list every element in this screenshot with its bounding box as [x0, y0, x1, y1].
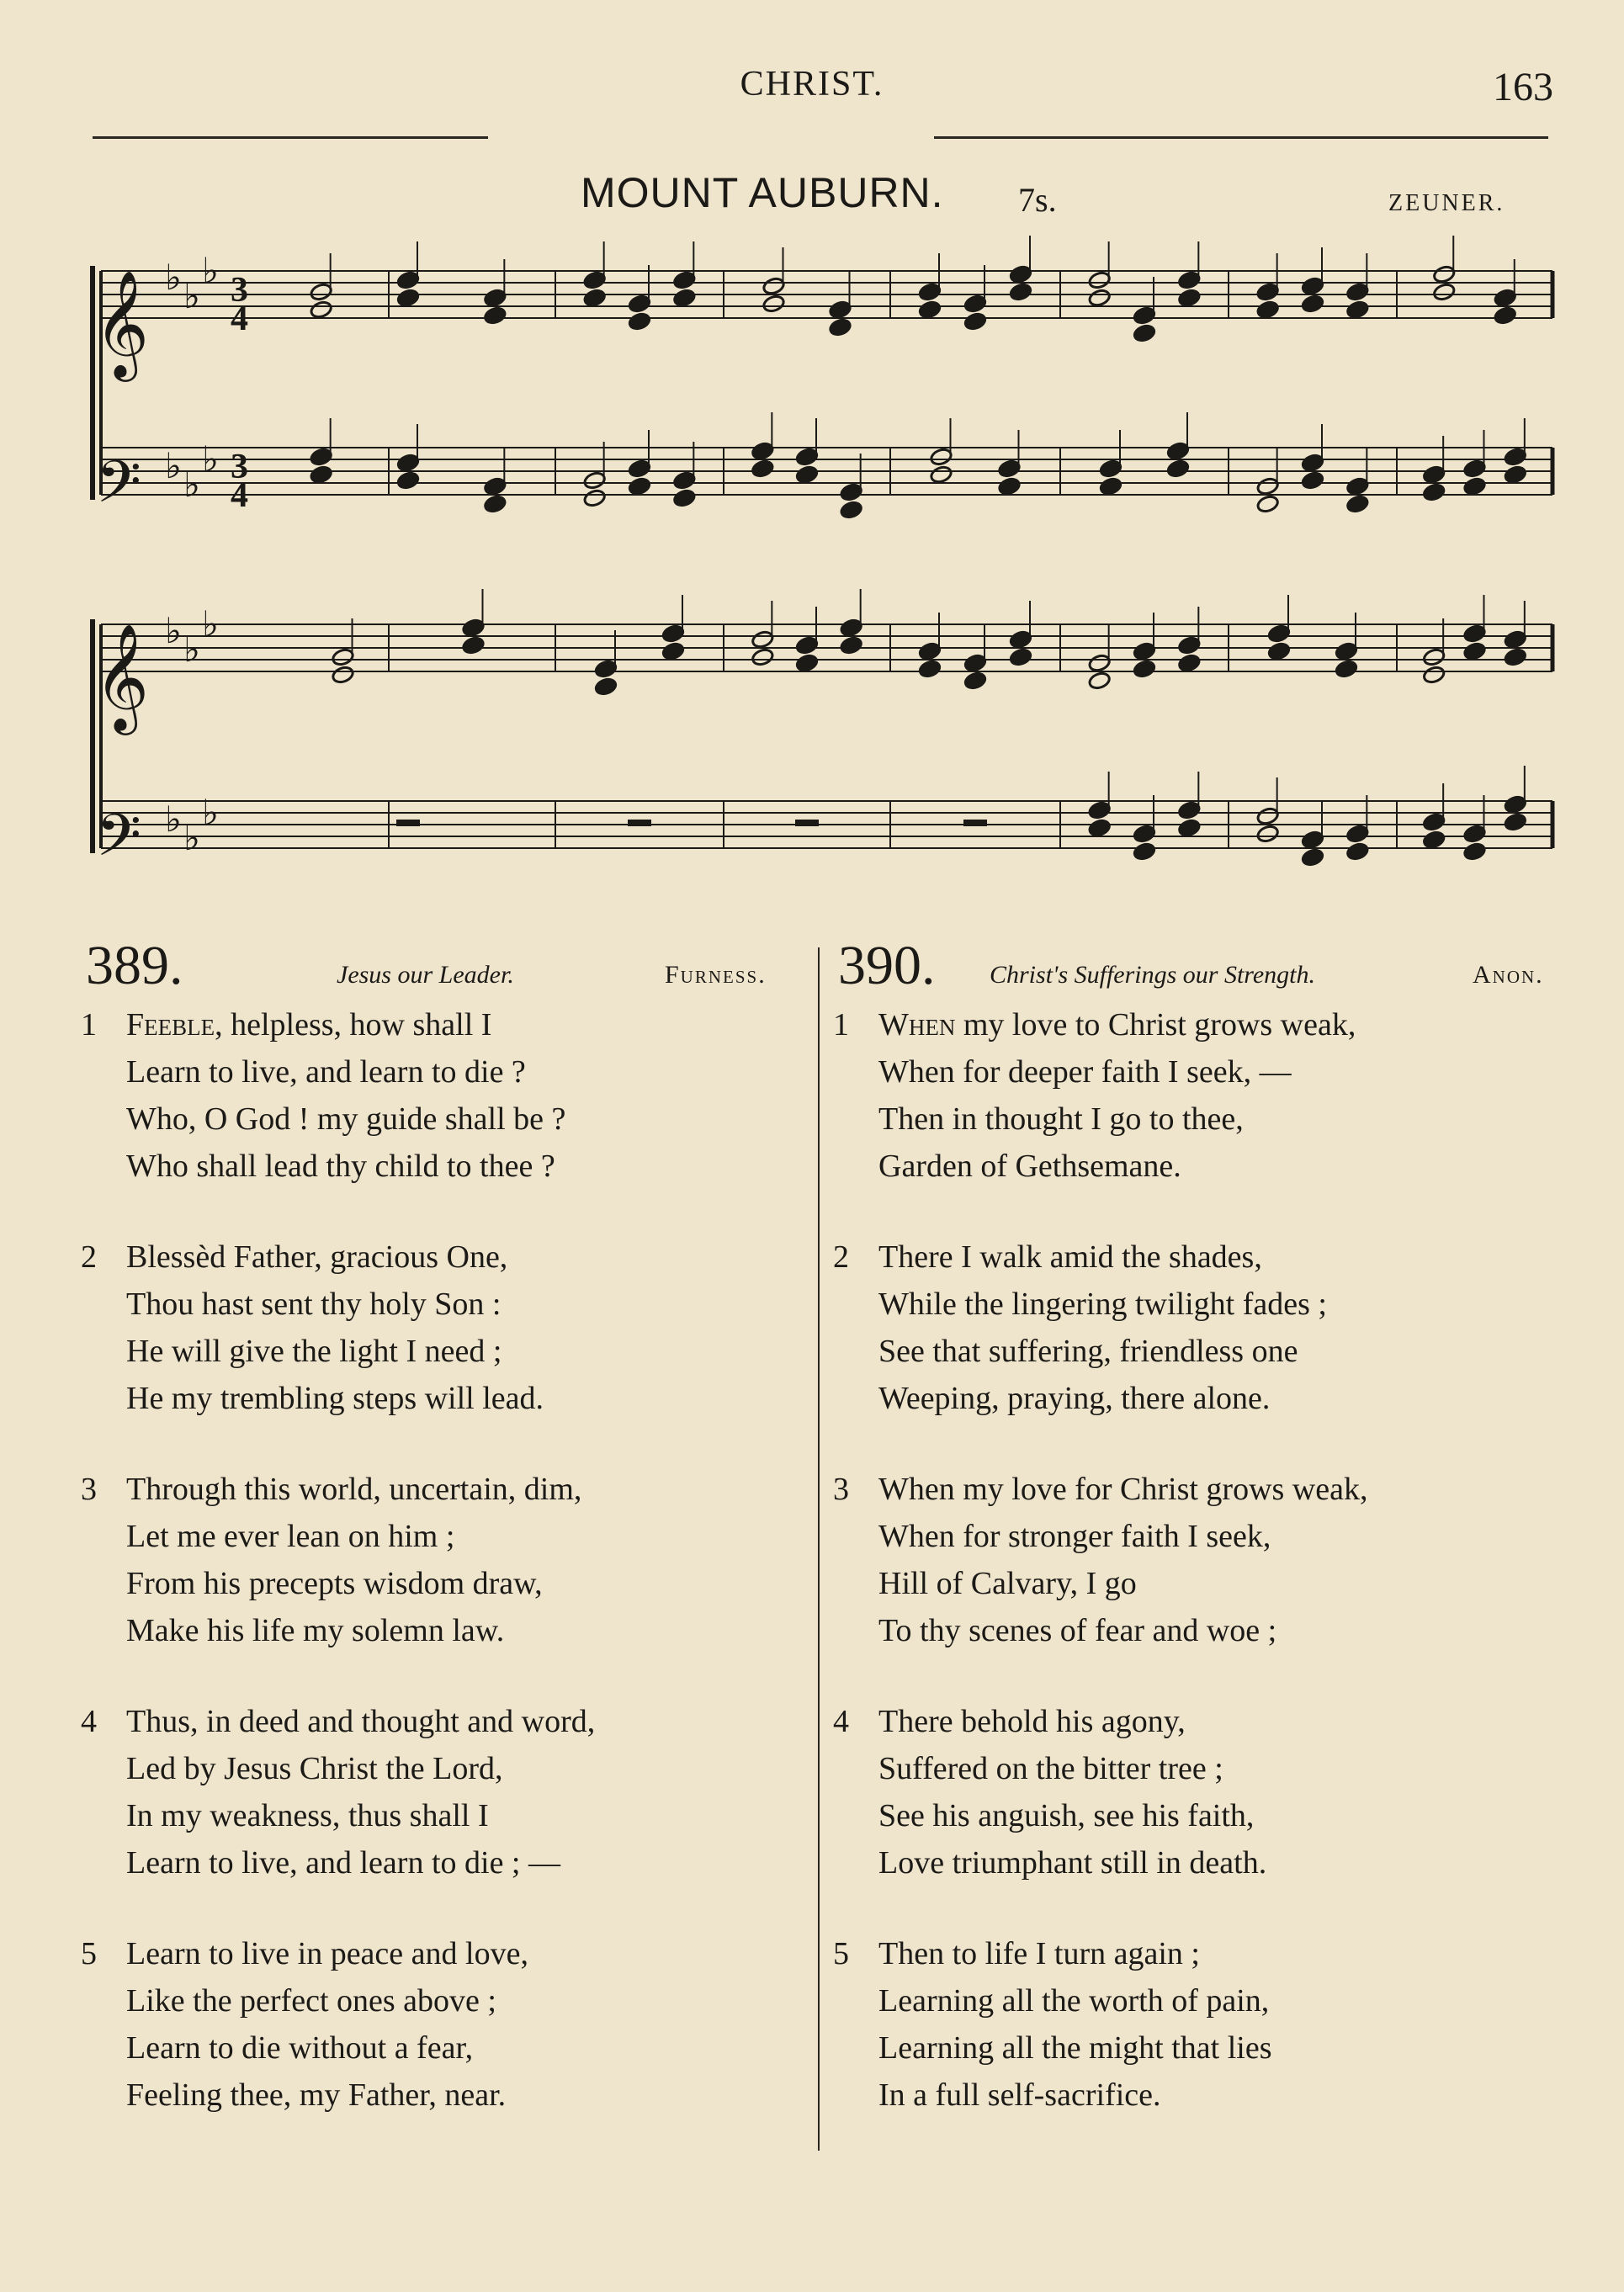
verse-line	[81, 1466, 804, 1513]
note-head	[1256, 300, 1280, 319]
verse-line	[833, 1281, 1557, 1328]
stanza-number: 1	[81, 1007, 97, 1043]
note-head	[1462, 841, 1486, 861]
note-head	[594, 659, 618, 678]
note-head	[1301, 830, 1324, 849]
note-head	[1256, 282, 1280, 301]
note-head	[1422, 464, 1446, 484]
verse-text: Learn to live in peace and love,	[126, 1936, 528, 1971]
note-head	[1494, 305, 1517, 325]
note-head	[1462, 824, 1486, 843]
note-head	[762, 276, 785, 295]
verse-text: my love to Christ grows weak,	[963, 1007, 1356, 1043]
note-head	[1088, 288, 1112, 307]
verse-text: Let me ever lean on him ;	[126, 1519, 455, 1554]
note-head	[396, 470, 420, 490]
stanza	[833, 1001, 1557, 1190]
note-head	[1009, 282, 1032, 301]
stanza-number: 4	[81, 1704, 97, 1739]
verse-text: Like the perfect ones above ;	[126, 1983, 496, 2019]
flat-icon: ♭	[202, 438, 219, 480]
note-head	[1494, 288, 1517, 307]
verse-text: In my weakness, thus shall I	[126, 1798, 489, 1833]
note-head	[1133, 841, 1156, 861]
verse-line	[81, 1375, 804, 1422]
running-title: CHRIST.	[740, 65, 884, 103]
hymn-389	[81, 934, 804, 2119]
verse-text: See his anguish, see his faith,	[878, 1798, 1255, 1833]
flat-icon: ♭	[165, 610, 182, 651]
note-head	[583, 470, 607, 490]
note-head	[1345, 841, 1369, 861]
note-head	[672, 288, 696, 307]
verse-line	[81, 1281, 804, 1328]
note-head	[1345, 494, 1369, 513]
time-signature-top: 3	[231, 271, 248, 310]
stanza-number: 3	[81, 1472, 97, 1507]
stanza-list	[833, 1001, 1557, 2119]
verse-text: While the lingering twilight fades ;	[878, 1287, 1327, 1322]
note-head	[628, 476, 651, 496]
note-head	[1088, 671, 1112, 690]
note-head	[1177, 800, 1201, 820]
verse-text: Led by Jesus Christ the Lord,	[126, 1751, 503, 1786]
time-signature-top: 3	[231, 448, 248, 486]
note-head	[1099, 476, 1122, 496]
flat-icon: ♭	[183, 275, 200, 316]
verse-line	[81, 1607, 804, 1654]
verse-text: Who, O God ! my guide shall be ?	[126, 1101, 566, 1137]
stanza	[81, 1234, 804, 1422]
note-head	[795, 635, 819, 655]
verse-text: See that suffering, friendless one	[878, 1334, 1298, 1369]
verse-text: When for deeper faith I seek, —	[878, 1054, 1292, 1090]
note-head	[828, 300, 852, 319]
hymn-number: 390.	[838, 935, 936, 996]
note-head	[672, 470, 696, 490]
verse-line	[81, 1096, 804, 1143]
note-head	[310, 464, 333, 484]
verse-text: Feeling thee, my Father, near.	[126, 2077, 507, 2113]
note-head	[1177, 270, 1201, 289]
verse-text: Learn to live, and learn to die ?	[126, 1054, 526, 1090]
verse-line	[833, 1513, 1557, 1560]
verse-line	[833, 1328, 1557, 1375]
note-head	[918, 659, 942, 678]
note-head	[1133, 641, 1156, 661]
verse-line	[81, 1048, 804, 1096]
stanza-number: 4	[833, 1704, 849, 1739]
verse-line	[833, 1234, 1557, 1281]
flat-icon: ♭	[183, 464, 200, 505]
note-head	[461, 635, 485, 655]
note-head	[1166, 441, 1190, 460]
note-head	[331, 665, 354, 684]
verse-text: There behold his agony,	[878, 1704, 1186, 1739]
note-head	[1504, 812, 1527, 831]
note-head	[461, 618, 485, 637]
verse-line	[81, 1234, 804, 1281]
stanza	[81, 1466, 804, 1654]
note-head	[1177, 818, 1201, 837]
note-head	[1256, 806, 1280, 825]
tune-meter: 7s.	[1018, 181, 1057, 219]
note-head	[1088, 270, 1112, 289]
note-head	[1009, 647, 1032, 666]
verse-text: Learning all the worth of pain,	[878, 1983, 1270, 2019]
note-head	[840, 618, 863, 637]
note-head	[1088, 800, 1112, 820]
note-head	[1133, 824, 1156, 843]
verse-text: Then to life I turn again ;	[878, 1936, 1200, 1971]
stanza	[81, 1698, 804, 1886]
verse-text: Who shall lead thy child to thee ?	[126, 1149, 555, 1184]
running-head	[0, 59, 1624, 109]
note-head	[594, 676, 618, 696]
note-head	[1504, 447, 1527, 466]
note-head	[1099, 459, 1122, 478]
treble-clef-icon: 𝄞	[94, 269, 150, 377]
stanza	[833, 1930, 1557, 2119]
verse-line	[833, 1792, 1557, 1839]
note-head	[1267, 623, 1291, 643]
verse-line	[833, 1466, 1557, 1513]
stanza-list	[81, 1001, 804, 2119]
stanza	[81, 1001, 804, 1190]
note-head	[751, 629, 774, 649]
flat-icon: ♭	[165, 798, 182, 840]
note-head	[1166, 459, 1190, 478]
verse-line	[81, 2024, 804, 2072]
note-head	[929, 464, 953, 484]
verse-line	[81, 1839, 804, 1886]
verse-text: helpless, how shall I	[231, 1007, 492, 1043]
music-score	[84, 236, 1565, 892]
note-head	[396, 453, 420, 472]
note-head	[1422, 482, 1446, 501]
tune-heading	[0, 168, 1624, 227]
note-head	[1177, 635, 1201, 655]
verse-text: When my love for Christ grows weak,	[878, 1472, 1368, 1507]
system-2	[101, 589, 1552, 867]
verse-text: Learn to die without a fear,	[126, 2030, 474, 2066]
verse-text: He my trembling steps will lead.	[126, 1381, 544, 1416]
verse-text: Blessèd Father, gracious One,	[126, 1239, 508, 1275]
note-head	[1345, 824, 1369, 843]
note-head	[795, 464, 819, 484]
verse-line	[81, 1745, 804, 1792]
first-word: When	[878, 1007, 956, 1043]
note-head	[795, 653, 819, 672]
verse-text: Through this world, uncertain, dim,	[126, 1472, 582, 1507]
note-head	[583, 288, 607, 307]
verse-text: To thy scenes of fear and woe ;	[878, 1613, 1277, 1648]
verse-line	[833, 1143, 1557, 1190]
note-head	[1504, 794, 1527, 814]
note-head	[1422, 647, 1446, 666]
system-1	[101, 236, 1552, 520]
note-head	[1504, 647, 1527, 666]
note-head	[1335, 641, 1358, 661]
verse-line	[833, 1001, 1557, 1048]
verse-text: In a full self-sacrifice.	[878, 2077, 1161, 2113]
note-head	[963, 294, 987, 313]
stanza	[833, 1698, 1557, 1886]
note-head	[1177, 653, 1201, 672]
note-head	[672, 488, 696, 507]
verse-text: Hill of Calvary, I go	[878, 1566, 1137, 1601]
hymn-header	[833, 934, 1557, 1001]
verse-text: He will give the light I need ;	[126, 1334, 502, 1369]
rest-icon	[396, 820, 420, 826]
verse-text: Thou hast sent thy holy Son :	[126, 1287, 502, 1322]
note-head	[751, 459, 774, 478]
time-signature-bottom: 4	[231, 300, 248, 338]
note-head	[661, 641, 685, 661]
note-head	[1088, 818, 1112, 837]
rest-icon	[628, 820, 651, 826]
rest-icon	[963, 820, 987, 826]
note-head	[1422, 830, 1446, 849]
flat-icon: ♭	[202, 792, 219, 833]
note-head	[1133, 659, 1156, 678]
stanza-number: 5	[833, 1936, 849, 1971]
hymn-subtitle: Christ's Sufferings our Strength.	[990, 961, 1316, 989]
stanza	[833, 1466, 1557, 1654]
note-head	[628, 311, 651, 331]
note-head	[1009, 629, 1032, 649]
note-head	[1422, 665, 1446, 684]
stanza-number: 2	[833, 1239, 849, 1275]
note-head	[1177, 288, 1201, 307]
verse-line	[833, 1096, 1557, 1143]
note-head	[331, 647, 354, 666]
note-head	[1432, 282, 1456, 301]
note-head	[1088, 653, 1112, 672]
stanza	[81, 1930, 804, 2119]
stanza-number: 1	[833, 1007, 849, 1043]
verse-line	[833, 1560, 1557, 1607]
bass-clef-icon: 𝄢	[96, 448, 142, 530]
note-head	[310, 300, 333, 319]
hymn-header	[81, 934, 804, 1001]
verse-line	[81, 1513, 804, 1560]
note-head	[1462, 623, 1486, 643]
note-head	[1267, 641, 1291, 661]
note-head	[1301, 276, 1324, 295]
note-head	[1432, 264, 1456, 284]
hymn-subtitle: Jesus our Leader.	[337, 961, 514, 989]
note-head	[1462, 459, 1486, 478]
verse-text: Learn to live, and learn to die ; —	[126, 1845, 560, 1881]
verse-text: Then in thought I go to thee,	[878, 1101, 1244, 1137]
note-head	[483, 494, 507, 513]
note-head	[1256, 494, 1280, 513]
note-head	[997, 476, 1021, 496]
note-head	[661, 623, 685, 643]
note-head	[1301, 470, 1324, 490]
note-head	[840, 482, 863, 501]
note-head	[963, 653, 987, 672]
header-rule-right	[934, 136, 1548, 139]
verse-text: From his precepts wisdom draw,	[126, 1566, 543, 1601]
note-head	[1504, 629, 1527, 649]
treble-clef-icon: 𝄞	[94, 623, 150, 730]
verse-line	[833, 1607, 1557, 1654]
verse-line	[833, 2024, 1557, 2072]
note-head	[310, 282, 333, 301]
note-head	[795, 447, 819, 466]
note-head	[1256, 824, 1280, 843]
note-head	[1301, 453, 1324, 472]
note-head	[751, 441, 774, 460]
verse-text: Weeping, praying, there alone.	[878, 1381, 1271, 1416]
note-head	[1345, 282, 1369, 301]
verse-text: Learning all the might that lies	[878, 2030, 1272, 2066]
note-head	[396, 288, 420, 307]
note-head	[672, 270, 696, 289]
verse-line	[81, 1977, 804, 2024]
flat-icon: ♭	[165, 445, 182, 486]
rest-icon	[795, 820, 819, 826]
note-head	[963, 671, 987, 690]
note-head	[310, 447, 333, 466]
note-head	[483, 305, 507, 325]
verse-line	[833, 1698, 1557, 1745]
verse-line	[833, 1048, 1557, 1096]
note-head	[1133, 305, 1156, 325]
note-head	[918, 282, 942, 301]
verse-text: Love triumphant still in death.	[878, 1845, 1267, 1881]
note-head	[1009, 264, 1032, 284]
note-head	[583, 488, 607, 507]
verse-line	[833, 1375, 1557, 1422]
note-head	[1301, 294, 1324, 313]
note-head	[483, 476, 507, 496]
flat-icon: ♭	[202, 250, 219, 291]
column-divider	[818, 947, 820, 2151]
verse-text: Thus, in deed and thought and word,	[126, 1704, 596, 1739]
verse-line	[81, 1560, 804, 1607]
note-head	[929, 447, 953, 466]
stanza-number: 5	[81, 1936, 97, 1971]
note-head	[997, 459, 1021, 478]
verse-text: There I walk amid the shades,	[878, 1239, 1262, 1275]
stanza-number: 3	[833, 1472, 849, 1507]
verse-text: Garden of Gethsemane.	[878, 1149, 1181, 1184]
verse-text: Make his life my solemn law.	[126, 1613, 505, 1648]
bass-staff-1	[101, 412, 1552, 520]
verse-line	[833, 2072, 1557, 2119]
verse-line	[81, 1328, 804, 1375]
flat-icon: ♭	[183, 817, 200, 858]
verse-text: Suffered on the bitter tree ;	[878, 1751, 1223, 1786]
note-head	[918, 300, 942, 319]
note-head	[1462, 476, 1486, 496]
verse-line	[81, 1792, 804, 1839]
note-head	[1301, 847, 1324, 867]
note-head	[1462, 641, 1486, 661]
note-head	[963, 311, 987, 331]
verse-line	[833, 1745, 1557, 1792]
note-head	[396, 270, 420, 289]
page-number: 163	[1493, 65, 1553, 109]
note-head	[840, 635, 863, 655]
bass-clef-icon: 𝄢	[96, 801, 142, 883]
bass-staff-2	[101, 766, 1552, 867]
note-head	[1345, 300, 1369, 319]
verse-line	[81, 1001, 804, 1048]
header-rule-left	[93, 136, 488, 139]
note-head	[840, 500, 863, 519]
flat-icon: ♭	[202, 603, 219, 645]
treble-staff-2	[101, 589, 1552, 697]
note-head	[918, 641, 942, 661]
verse-line	[81, 1698, 804, 1745]
flat-icon: ♭	[183, 629, 200, 670]
verse-line	[833, 1839, 1557, 1886]
tune-name: MOUNT AUBURN.	[581, 169, 944, 216]
verse-line	[833, 1930, 1557, 1977]
note-head	[1335, 659, 1358, 678]
note-head	[1422, 812, 1446, 831]
note-head	[1133, 323, 1156, 342]
time-signature-bottom: 4	[231, 476, 248, 515]
verse-text: When for stronger faith I seek,	[878, 1519, 1271, 1554]
note-head	[1504, 464, 1527, 484]
note-head	[1345, 476, 1369, 496]
note-head	[751, 647, 774, 666]
tune-composer: ZEUNER.	[1388, 190, 1505, 216]
verse-line	[81, 1143, 804, 1190]
note-head	[628, 459, 651, 478]
verse-line	[833, 1977, 1557, 2024]
stanza	[833, 1234, 1557, 1422]
treble-staff-1	[101, 236, 1552, 343]
first-word: Feeble,	[126, 1007, 223, 1043]
note-head	[483, 288, 507, 307]
hymn-author: Furness.	[665, 961, 767, 989]
note-head	[583, 270, 607, 289]
hymn-author: Anon.	[1473, 961, 1544, 989]
note-head	[1256, 476, 1280, 496]
note-head	[628, 294, 651, 313]
stanza-number: 2	[81, 1239, 97, 1275]
hymn-number: 389.	[86, 935, 183, 996]
note-head	[762, 294, 785, 313]
verse-line	[81, 1930, 804, 1977]
flat-icon: ♭	[165, 257, 182, 298]
hymn-390	[833, 934, 1557, 2119]
note-head	[828, 317, 852, 337]
verse-line	[81, 2072, 804, 2119]
